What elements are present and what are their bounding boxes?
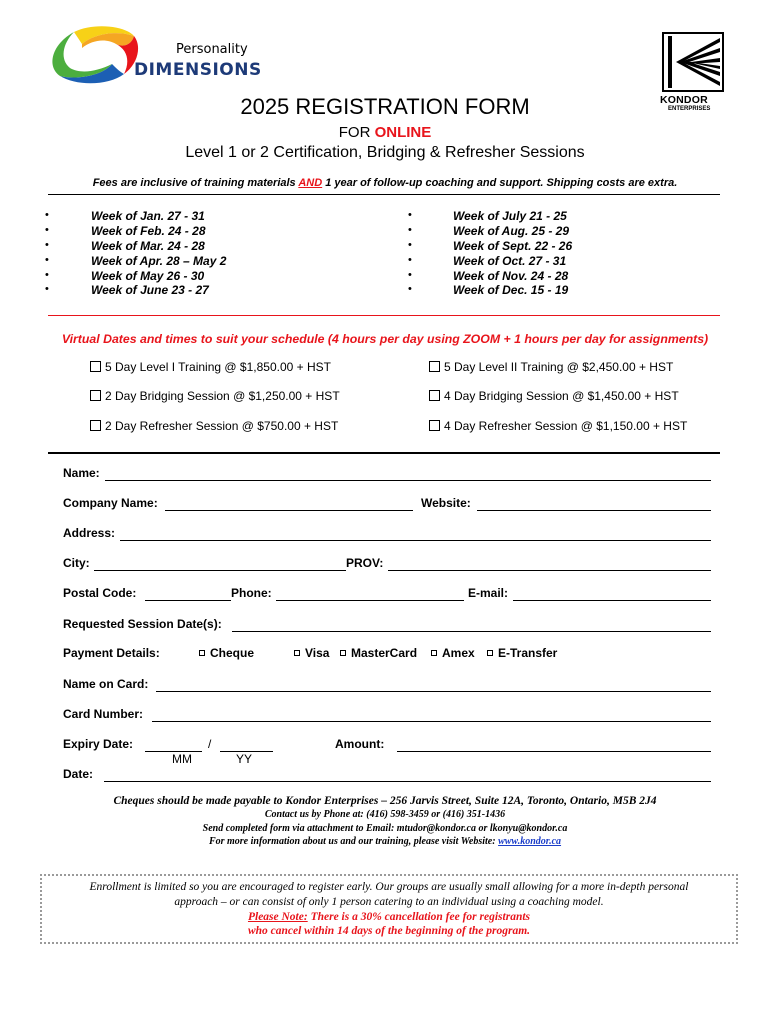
notice-line3	[40, 911, 738, 923]
payment-option-label: MasterCard	[351, 646, 418, 660]
bullet: •	[408, 283, 412, 296]
bullet: •	[408, 223, 412, 236]
name-field[interactable]	[105, 480, 711, 481]
subtitle	[0, 124, 770, 141]
payment-label: Payment Details:	[63, 646, 160, 660]
personality-dimensions-logo	[46, 24, 276, 88]
date-field[interactable]	[104, 781, 711, 782]
option-2day-bridging[interactable]	[90, 389, 340, 403]
option-2day-refresher[interactable]	[90, 419, 338, 433]
subtitle-sessions: Level 1 or 2 Certification, Bridging & Refresher Sessions	[185, 144, 585, 161]
amount-label: Amount:	[335, 737, 385, 751]
list-item	[408, 224, 748, 239]
week-label: Week of Oct. 27 - 31	[453, 253, 567, 268]
option-level1-training[interactable]	[90, 360, 331, 374]
cheques-note: Cheques should be made payable to Kondor Enterprises – 256 Jarvis Street, Suite 12A, Toronto, Ontario, M5B 2J4	[113, 795, 657, 807]
week-label: Week of Feb. 24 - 28	[91, 223, 206, 238]
option-level2-training[interactable]	[429, 360, 673, 374]
notice-line2: approach – or can consist of only 1 person catering to an individual using a coaching model.	[174, 896, 604, 908]
pd-logo-line1: Personality	[176, 42, 248, 57]
bullet: •	[45, 238, 49, 251]
week-label: Week of Jan. 27 - 31	[91, 209, 205, 223]
fees-note	[0, 177, 770, 189]
kondor-bird-icon	[662, 32, 724, 92]
fees-and: AND	[298, 177, 323, 189]
bullet: •	[45, 209, 49, 221]
subtitle-online: ONLINE	[374, 124, 432, 141]
list-item	[408, 269, 748, 284]
list-item	[45, 269, 385, 284]
company-label: Company Name:	[63, 496, 158, 510]
week-label: Week of Dec. 15 - 19	[453, 283, 569, 298]
payment-option-label: Cheque	[210, 646, 255, 660]
week-label: Week of Sept. 22 - 26	[453, 238, 573, 253]
email-label: E-mail:	[468, 586, 509, 600]
name-on-card-field[interactable]	[156, 691, 711, 692]
email-field[interactable]	[513, 600, 711, 601]
checkbox[interactable]	[294, 650, 300, 656]
prov-field[interactable]	[388, 570, 711, 571]
checkbox[interactable]	[429, 361, 440, 372]
week-label: Week of Aug. 25 - 29	[453, 223, 570, 238]
prov-label: PROV:	[346, 556, 384, 570]
expiry-yy-hint: YY	[236, 752, 253, 766]
session-dates-field[interactable]	[232, 631, 711, 632]
list-item	[408, 283, 748, 298]
list-item	[45, 239, 385, 254]
city-label: City:	[63, 556, 90, 570]
page-title: 2025 REGISTRATION FORM	[240, 94, 530, 119]
payment-mastercard[interactable]	[340, 646, 417, 660]
payment-cheque[interactable]	[199, 646, 254, 660]
checkbox[interactable]	[90, 420, 101, 431]
option-label: 4 Day Bridging Session @ $1,450.00 + HST	[444, 389, 679, 403]
date-label: Date:	[63, 767, 94, 781]
weeks-list-right	[408, 209, 748, 298]
fees-prefix: Fees are inclusive of training materials	[92, 177, 299, 189]
week-label: Week of Apr. 28 – May 2	[91, 253, 227, 268]
expiry-separator: /	[208, 737, 212, 751]
list-item	[45, 224, 385, 239]
list-item	[45, 209, 385, 224]
contact-phone: Contact us by Phone at: (416) 598-3459 or (416) 351-1436	[264, 809, 506, 820]
website-label: Website:	[421, 496, 471, 510]
amount-field[interactable]	[397, 751, 711, 752]
week-label: Week of June 23 - 27	[91, 283, 209, 298]
session-dates-label: Requested Session Date(s):	[63, 617, 222, 631]
week-label: Week of Mar. 24 - 28	[91, 238, 205, 253]
website-field[interactable]	[477, 510, 711, 511]
divider-top	[48, 194, 720, 195]
bullet: •	[408, 253, 412, 266]
bullet: •	[45, 268, 49, 281]
name-on-card-label: Name on Card:	[63, 677, 149, 691]
address-field[interactable]	[120, 540, 711, 541]
payment-etransfer[interactable]	[487, 646, 557, 660]
notice-note-label: Please Note:	[247, 911, 308, 923]
bullet: •	[408, 238, 412, 251]
expiry-mm-hint: MM	[172, 752, 192, 766]
city-field[interactable]	[94, 570, 346, 571]
list-item	[408, 254, 748, 269]
option-label: 4 Day Refresher Session @ $1,150.00 + HST	[444, 419, 688, 433]
option-label: 5 Day Level I Training @ $1,850.00 + HST	[105, 360, 331, 374]
checkbox[interactable]	[429, 420, 440, 431]
kondor-logo-line2: ENTERPRISES	[668, 106, 711, 112]
week-label: Week of Nov. 24 - 28	[453, 268, 569, 283]
notice-line1: Enrollment is limited so you are encouraged to register early. Our groups are usually small allowing for a more in-depth personal	[89, 881, 689, 893]
expiry-label: Expiry Date:	[63, 737, 134, 751]
weeks-list-left	[45, 209, 385, 298]
bullet: •	[45, 223, 49, 236]
notice-note-text: There is a 30% cancellation fee for registrants	[307, 911, 531, 923]
option-4day-bridging[interactable]	[429, 389, 679, 403]
bullet: •	[408, 268, 412, 281]
notice-line4: who cancel within 14 days of the beginning of the program.	[247, 925, 531, 937]
option-4day-refresher[interactable]	[429, 419, 687, 433]
list-item	[45, 283, 385, 298]
company-field[interactable]	[165, 510, 413, 511]
contact-website	[0, 836, 770, 847]
address-label: Address:	[63, 526, 116, 540]
week-label: Week of May 26 - 30	[91, 268, 205, 283]
payment-option-label: Amex	[442, 646, 475, 660]
fees-suffix: 1 year of follow-up coaching and support. Shipping costs are extra.	[322, 177, 678, 189]
list-item	[408, 239, 748, 254]
postal-label: Postal Code:	[63, 586, 137, 600]
option-label: 2 Day Refresher Session @ $750.00 + HST	[105, 419, 339, 433]
name-label: Name:	[63, 466, 100, 480]
payment-visa[interactable]	[294, 646, 329, 660]
checkbox[interactable]	[431, 650, 437, 656]
card-number-label: Card Number:	[63, 707, 144, 721]
checkbox[interactable]	[90, 390, 101, 401]
subtitle-prefix: FOR	[338, 124, 375, 141]
week-label: Week of July 21 - 25	[453, 209, 567, 223]
phone-label: Phone:	[231, 586, 272, 600]
card-number-field[interactable]	[152, 721, 711, 722]
option-label: 5 Day Level II Training @ $2,450.00 + HST	[444, 360, 674, 374]
pd-logo-line2: DIMENSIONS	[134, 60, 262, 80]
checkbox[interactable]	[487, 650, 493, 656]
contact-email: Send completed form via attachment to Email: mtudor@kondor.ca or lkonyu@kondor.ca	[202, 823, 568, 834]
bullet: •	[408, 209, 412, 221]
virtual-dates-note: Virtual Dates and times to suit your schedule (4 hours per day using ZOOM + 1 hours per day for assignments)	[61, 332, 709, 346]
checkbox[interactable]	[429, 390, 440, 401]
divider-red	[48, 315, 720, 316]
list-item	[408, 209, 748, 224]
divider-form	[48, 452, 720, 454]
payment-option-label: E-Transfer	[498, 646, 558, 660]
checkbox[interactable]	[199, 650, 205, 656]
kondor-logo-line1: KONDOR	[660, 94, 708, 106]
payment-amex[interactable]	[431, 646, 475, 660]
checkbox[interactable]	[340, 650, 346, 656]
bullet: •	[45, 253, 49, 266]
website-link[interactable]: www.kondor.ca	[498, 836, 562, 847]
payment-option-label: Visa	[305, 646, 330, 660]
contact-website-prefix: For more information about us and our training, please visit Website:	[208, 836, 499, 847]
phone-field[interactable]	[276, 600, 464, 601]
bullet: •	[45, 283, 49, 296]
list-item	[45, 254, 385, 269]
checkbox[interactable]	[90, 361, 101, 372]
postal-field[interactable]	[145, 600, 231, 601]
option-label: 2 Day Bridging Session @ $1,250.00 + HST	[105, 389, 340, 403]
